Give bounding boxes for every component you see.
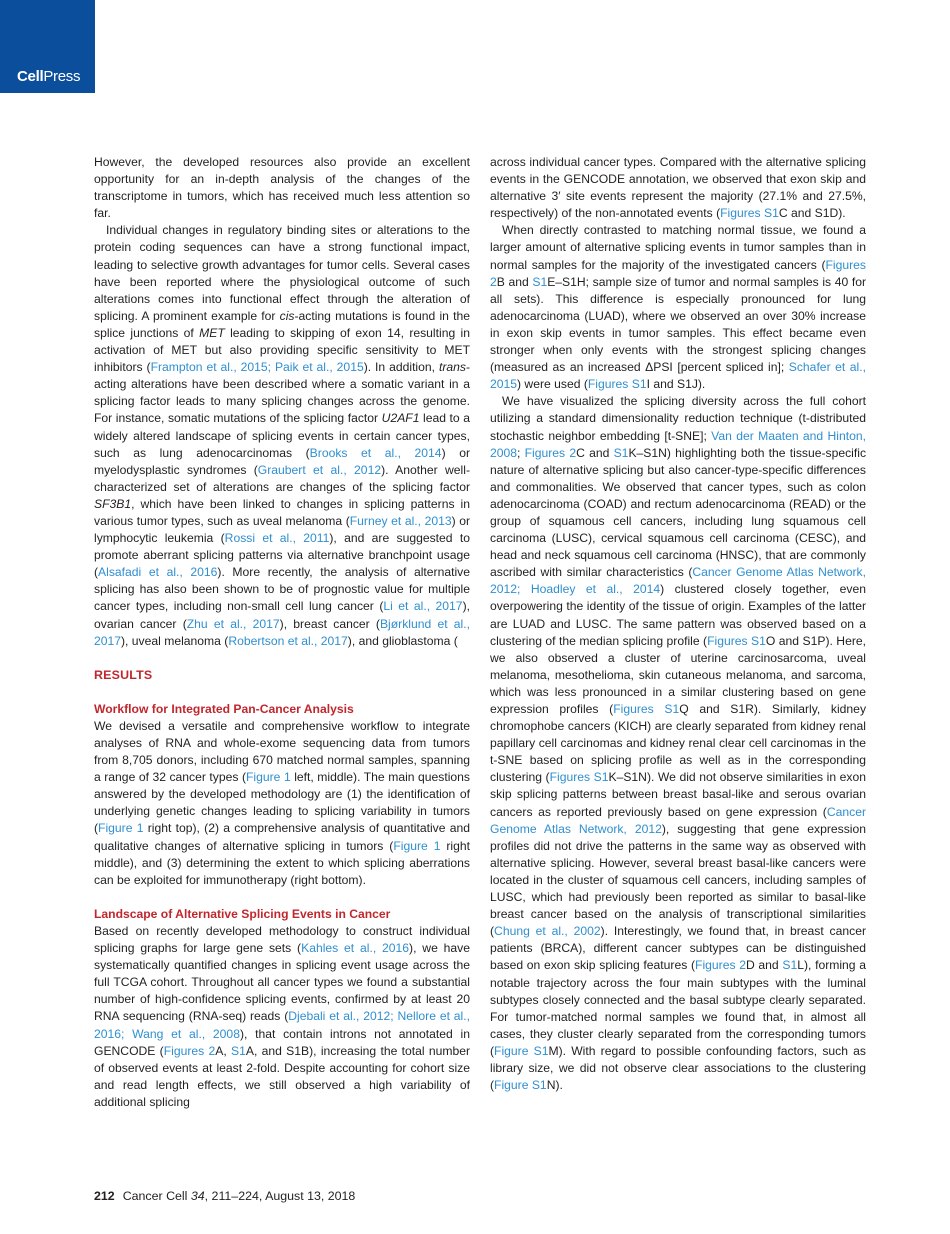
- figure-link[interactable]: Figures 2: [163, 1043, 216, 1058]
- italic-term: U2AF1: [381, 411, 420, 426]
- text: E–S1H; sample size of tumor and normal samples is 40 for all sets). This difference is especially pronounced for lung adenocarcinoma (LUAD), where we observed an over 30% increase in exon skip events in tumor samples. This effect became even stronger when only events with the strongest splicing changes (measured as an increased ΔPSI [percent spliced in];: [490, 274, 867, 375]
- italic-term: cis: [279, 308, 295, 323]
- text: When directly contrasted to matching normal tissue, we found a larger amount of alternative splicing events in tumor samples than in normal samples for the majority of the investigated cancers (: [490, 223, 866, 272]
- figure-link[interactable]: S1: [613, 445, 629, 460]
- text: across individual cancer types. Compared with the alternative splicing events in the GENCODE annotation, we observed that exon skip and alternative 3′ site events represent the majority (27.1% and 27.5%, respectively) of the non-annotated events (: [490, 155, 866, 221]
- text: ). More recently, the analysis of alternative splicing has also been shown to be of prognostic value for multiple cancer types, including non-small cell lung cancer (: [94, 565, 470, 614]
- paragraph-normal-tissue: [490, 222, 866, 393]
- text: ), and glioblastoma (: [347, 633, 458, 648]
- figure-link[interactable]: Figures S1: [549, 770, 609, 785]
- cellpress-logo[interactable]: [17, 68, 80, 85]
- citation-link[interactable]: Zhu et al., 2017: [186, 616, 280, 631]
- text: Q and S1R). Similarly, kidney chromophobe cancers (KICH) are clearly separated from kidney renal papillary cell carcinomas and kidney renal clear cell carcinomas in the t-SNE based on splicing profile as well as in the corresponding clustering (: [490, 702, 867, 785]
- text: ), we have systematically quantified changes in splicing event usage across the full TCGA cohort. Throughout all cancer types we found a substantial number of high-confidence splicing events, confirmed by at least 20 RNA sequencing (RNA-seq) reads (: [94, 941, 470, 1024]
- citation-link[interactable]: Alsafadi et al., 2016: [98, 565, 218, 580]
- text: C and: [576, 445, 614, 460]
- citation-link[interactable]: Djebali et al., 2012; Nellore et al., 2016; Wang et al., 2008: [94, 1009, 470, 1041]
- text: ) or myelodysplastic syndromes (: [94, 445, 470, 477]
- right-column: [490, 154, 866, 1094]
- paragraph-intro-resources: [94, 154, 470, 222]
- figure-link[interactable]: Figures 2: [524, 445, 577, 460]
- paragraph-tsne: [490, 393, 866, 1094]
- text: leading to skipping of exon 14, resulting in activation of MET but also providing specific sensitivity to MET inhibitors (: [94, 325, 471, 375]
- text: We have visualized the splicing diversity across the full cohort utilizing a standard dimensionality reduction technique (t-distributed stochastic neighbor embedding [t-SNE];: [490, 394, 866, 443]
- italic-term: SF3B1: [94, 496, 132, 511]
- citation-link[interactable]: Chung et al., 2002: [494, 924, 601, 939]
- text: C and S1D).: [778, 206, 846, 221]
- italic-term: MET: [199, 325, 225, 340]
- page-footer: [94, 1189, 355, 1203]
- text: , which have been linked to changes in splicing patterns in various tumor types, such as uveal melanoma (: [94, 496, 470, 528]
- text: Individual changes in regulatory binding sites or alterations to the protein coding sequences can have a strong functional impact, leading to selective growth advantages for tumor cells. Several cases have been reported where the physiological outcome of such alterations comes into functional effect through the alteration of splicing. A prominent example for: [94, 223, 470, 323]
- figure-link[interactable]: Figures S1: [707, 633, 766, 648]
- citation-link[interactable]: Graubert et al., 2012: [257, 462, 382, 477]
- citation-link[interactable]: Furney et al., 2013: [349, 513, 452, 528]
- logo-cell: Cell: [17, 68, 44, 85]
- citation-link[interactable]: Robertson et al., 2017: [228, 633, 348, 648]
- text: B and: [496, 274, 533, 289]
- text: We devised a versatile and comprehensive workflow to integrate analyses of RNA and whole-exome sequencing data from tumors from 8,705 donors, including 670 matched normal samples, spanning a range of 32 cancer types (: [94, 718, 470, 785]
- text: O and S1P). Here, we also observed a cluster of uterine carcinosarcoma, uveal melanoma, mesothelioma, skin cutaneous melanoma, and sarcoma, which was less pronounced in a similar clustering based on gene expression profiles (: [490, 633, 866, 716]
- citation-link[interactable]: Van der Maaten and Hinton, 2008: [490, 428, 866, 460]
- text: Based on recently developed methodology to construct individual splicing graphs for large gene sets (: [94, 923, 470, 956]
- figure-link[interactable]: S1: [231, 1043, 246, 1058]
- text: lead to a widely altered landscape of splicing events in certain cancer types, such as lung adenocarcinomas (: [94, 411, 471, 460]
- figure-link[interactable]: Figure 1: [98, 821, 144, 836]
- text: However, the developed resources also provide an excellent opportunity for an in-depth analysis of the changes of the transcriptome in tumors, which has received much less attention so far.: [94, 155, 470, 221]
- landscape-subheading: Landscape of Alternative Splicing Events in Cancer: [94, 906, 391, 921]
- italic-term: trans: [438, 360, 466, 375]
- text: ), that contain introns not annotated in GENCODE (: [94, 1026, 470, 1058]
- paragraph-exon-skip: [490, 154, 866, 222]
- text: ;: [517, 445, 525, 460]
- text: ), uveal melanoma (: [121, 633, 229, 648]
- citation-link[interactable]: Schafer et al., 2015: [490, 360, 866, 392]
- text: N).: [546, 1078, 563, 1093]
- figure-link[interactable]: Figures 2: [490, 257, 866, 289]
- figure-link[interactable]: Figure S1: [494, 1043, 549, 1058]
- text: ), and are suggested to promote aberrant splicing patterns via alternative branchpoint usage (: [94, 531, 470, 580]
- text: ), breast cancer (: [279, 616, 380, 631]
- text: L), forming a notable trajectory across the four main subtypes with the luminal subtypes closely connected and the basal subtype clearly separated. For tumor-matched normal samples we found that, in almost all cases, they cluster clearly separated from the corresponding tumors (: [490, 958, 866, 1058]
- figure-link[interactable]: S1: [532, 274, 548, 289]
- page-number: 212: [94, 1189, 115, 1203]
- figure-link[interactable]: Figure S1: [494, 1078, 547, 1093]
- figure-link[interactable]: S1: [782, 958, 798, 973]
- paragraph-intro-splicing: [94, 222, 470, 649]
- figure-link[interactable]: Figures S1: [587, 377, 647, 392]
- citation-link[interactable]: Frampton et al., 2015; Paik et al., 2015: [150, 360, 364, 375]
- text: -acting mutations is found in the splice junctions of: [94, 308, 471, 340]
- text: ). Another well-characterized set of alterations are changes of the splicing factor: [94, 462, 470, 494]
- text: ) clustered closely together, even overpowering the identity of the tissue of origin. Examples of the latter are LUAD and LUSC. The same pattern was observed based on a clustering of the median splicing profile (: [490, 582, 866, 648]
- citation-link[interactable]: Bjørklund et al., 2017: [94, 616, 470, 648]
- citation-link[interactable]: Cancer Genome Atlas Network, 2012; Hoadley et al., 2014: [490, 565, 866, 597]
- citation-link[interactable]: Li et al., 2017: [383, 599, 463, 614]
- text: A,: [215, 1043, 232, 1058]
- journal-citation: , 211–224, August 13, 2018: [204, 1189, 356, 1203]
- paragraph-landscape: [94, 923, 470, 1111]
- text: D and: [745, 958, 783, 973]
- text: ) were used (: [517, 377, 588, 392]
- figure-link[interactable]: Figures S1: [613, 702, 680, 716]
- spacer: [94, 889, 470, 906]
- citation-link[interactable]: Kahles et al., 2016: [301, 941, 410, 956]
- left-column: [94, 154, 470, 1111]
- spacer: [94, 684, 470, 701]
- text: K–S1N). We did not observe similarities in exon skip splicing patterns between breast basal-like and serous ovarian cancers as reported previously based on gene expression (: [490, 770, 866, 819]
- text: -acting alterations have been described where a somatic variant in a splicing factor leads to many splicing changes across the genome. For instance, somatic mutations of the splicing factor: [94, 360, 470, 426]
- cellpress-badge: [0, 0, 95, 93]
- citation-link[interactable]: Cancer Genome Atlas Network, 2012: [490, 804, 866, 836]
- text: M). With regard to possible confounding factors, such as library size, we did not observe clear associations to the clustering (: [490, 1043, 866, 1093]
- text: right middle), and (3) determining the extent to which splicing aberrations can be exploited for immunotherapy (right bottom).: [94, 838, 471, 887]
- figure-link[interactable]: Figure 1: [393, 838, 441, 853]
- figure-link[interactable]: Figures S1: [720, 206, 779, 221]
- workflow-subheading: Workflow for Integrated Pan-Cancer Analysis: [94, 701, 354, 716]
- spacer: [94, 650, 470, 667]
- text: K–S1N) highlighting both the tissue-specific nature of alternative splicing but also cancer-type-specific differences and commonalities. We observed that cancer types, such as colon adenocarcinoma (COAD) and rectum adenocarcinoma (READ) or the group of squamous cell cancers, including lung squamous cell carcinoma (LUSC), cervical squamous cell carcinoma (CESC), and head and neck squamous cell carcinoma (HNSC), that are commonly ascribed with similar characteristics (: [490, 445, 867, 580]
- text: A, and S1B), increasing the total number of observed events at least 2-fold. Despite accounting for cohort size and read length effects, we still observed a high variability of additional splicing: [94, 1043, 470, 1109]
- text: ), ovarian cancer (: [94, 599, 470, 631]
- logo-press: Press: [43, 68, 81, 85]
- text: I and S1J).: [646, 377, 706, 392]
- paragraph-workflow: [94, 718, 470, 889]
- citation-link[interactable]: Rossi et al., 2011: [224, 531, 330, 546]
- journal-volume: 34: [190, 1189, 205, 1203]
- text: ). In addition,: [363, 360, 439, 375]
- journal-name: Cancer Cell: [122, 1189, 188, 1203]
- figure-link[interactable]: Figure 1: [246, 770, 291, 785]
- text: left, middle). The main questions answered by the developed methodology are (1) the identification of underlying genetic changes leading to splicing variability in tumors (: [94, 770, 470, 836]
- text: ). Interestingly, we found that, in breast cancer patients (BRCA), different cancer subtypes can be distinguished based on exon skip splicing features (: [490, 924, 866, 973]
- results-heading: RESULTS: [94, 667, 153, 682]
- citation-link[interactable]: Brooks et al., 2014: [309, 445, 442, 460]
- figure-link[interactable]: Figures 2: [695, 958, 746, 973]
- text: ) or lymphocytic leukemia (: [94, 513, 471, 546]
- text: right top), (2) a comprehensive analysis of quantitative and qualitative changes of alternative splicing in tumors (: [94, 821, 470, 853]
- text: ), suggesting that gene expression profiles did not drive the patterns in the same way as observed with alternative splicing. However, several breast basal-like cancers were located in the cluster of squamous cell cancers, including samples of LUSC, which had previously been reported as similar to basal-like breast cancer based on the analysis of transcriptional similarities (: [490, 821, 866, 939]
